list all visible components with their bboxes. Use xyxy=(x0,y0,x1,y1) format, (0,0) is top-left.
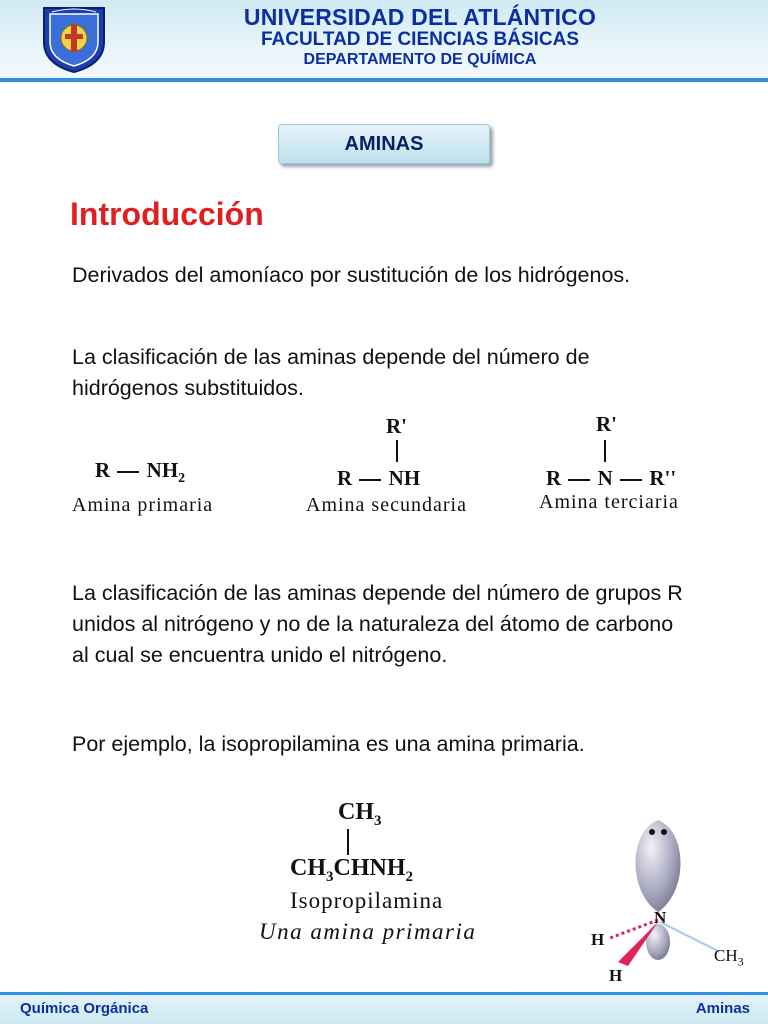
primary-amine-label: Amina primaria xyxy=(72,494,214,516)
tertiary-r: R xyxy=(546,466,562,490)
orbital-h1: H xyxy=(591,930,605,949)
isopropyl-top-ch: CH xyxy=(338,799,374,825)
paragraph-clasificacion-grupos: La clasificación de las aminas depende del número de grupos R unidos al nitrógeno y no de la naturaleza del átomo de carbono al cual se encuentra unido el nitrógeno. xyxy=(72,581,683,667)
tertiary-top-r: R' xyxy=(596,412,617,436)
faculty-name: FACULTAD DE CIENCIAS BÁSICAS xyxy=(260,29,580,50)
isopropyl-top-group xyxy=(338,799,382,830)
tertiary-amine-label: Amina terciaria xyxy=(539,491,679,513)
primary-amine-formula xyxy=(95,458,185,487)
paragraph-ejemplo: Por ejemplo, la isopropilamina es una amina primaria. xyxy=(72,732,585,756)
tertiary-amine-formula xyxy=(546,466,676,491)
tertiary-bond-vertical xyxy=(604,440,606,462)
secondary-bond-vertical xyxy=(396,440,398,462)
secondary-amine-formula xyxy=(337,466,420,491)
university-name: UNIVERSIDAD DEL ATLÁNTICO xyxy=(243,4,597,30)
isopropyl-formula xyxy=(290,855,413,886)
isopropyl-name: Isopropilamina xyxy=(290,888,444,913)
isopropyl-chnh: CHNH xyxy=(333,855,406,881)
university-seal-icon xyxy=(38,4,110,74)
primary-sub: 2 xyxy=(178,471,186,487)
secondary-amine-label: Amina secundaria xyxy=(306,494,467,516)
orbital-ch-sub: 3 xyxy=(737,954,744,969)
footer-course: Química Orgánica xyxy=(20,1000,149,1017)
paragraph-clasificacion-hidrogenos: La clasificación de las aminas depende del número de hidrógenos substituidos. xyxy=(72,345,590,400)
primary-nh: NH xyxy=(146,458,179,482)
isopropyl-ch: CH xyxy=(290,855,326,881)
orbital-h2: H xyxy=(609,966,623,985)
department-name: DEPARTAMENTO DE QUÍMICA xyxy=(303,51,537,68)
section-heading: Introducción xyxy=(70,196,264,232)
isopropyl-chnh-sub: 2 xyxy=(405,868,413,885)
secondary-top-r: R' xyxy=(386,414,407,438)
isopropyl-subtitle: Una amina primaria xyxy=(259,919,477,944)
secondary-nh: NH xyxy=(388,466,421,490)
secondary-r: R xyxy=(337,466,353,490)
isopropyl-ch-sub: 3 xyxy=(326,868,334,885)
primary-r: R xyxy=(95,458,111,482)
paragraph-derivados: Derivados del amoníaco por sustitución de los hidrógenos. xyxy=(72,263,631,287)
orbital-ch3 xyxy=(714,946,744,969)
tertiary-n: N xyxy=(597,466,613,490)
slide-title: AMINAS xyxy=(278,124,490,164)
orbital-ch: CH xyxy=(714,946,738,965)
tertiary-r2: R'' xyxy=(649,466,677,490)
header-divider xyxy=(0,78,768,82)
footer-divider xyxy=(0,992,768,995)
footer-topic: Aminas xyxy=(695,1000,750,1017)
orbital-n: N xyxy=(654,908,667,927)
isopropyl-top-sub: 3 xyxy=(374,812,382,829)
isopropyl-bond-vertical xyxy=(347,829,349,855)
